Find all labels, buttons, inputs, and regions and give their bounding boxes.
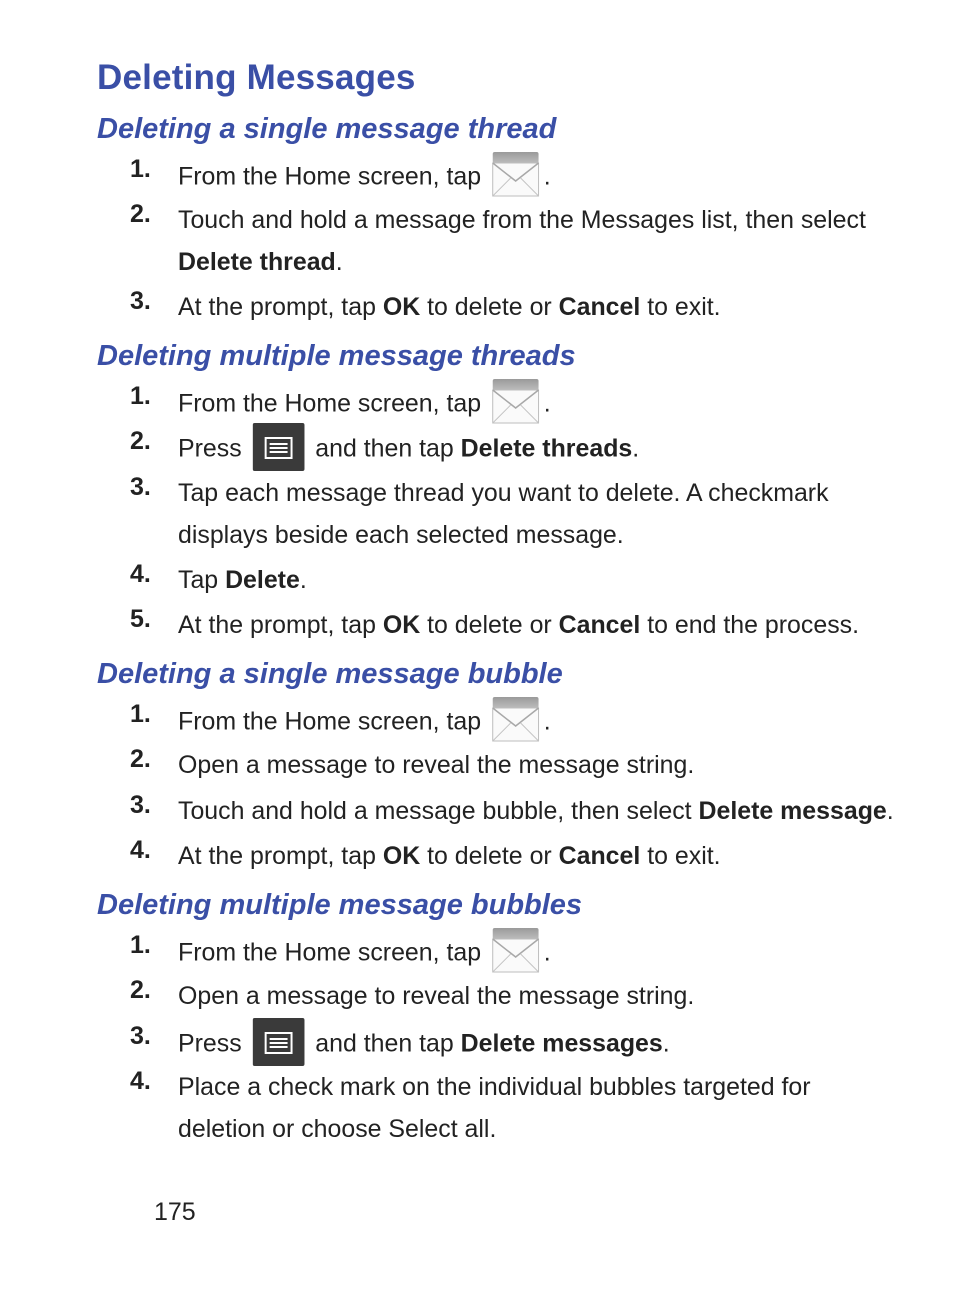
step-text: . [543, 162, 551, 191]
step-keyword: Cancel [558, 293, 641, 321]
step-number: 2. [130, 976, 151, 1004]
step-text: and then tap [315, 434, 454, 463]
step-number: 3. [130, 791, 151, 819]
step-text: to delete or [427, 842, 552, 870]
step-text: deletion or choose Select all. [178, 1115, 497, 1143]
step-text: to end the process. [647, 611, 860, 639]
step-number: 1. [130, 382, 151, 410]
step-text: At the prompt, tap [178, 611, 376, 639]
page-title: Deleting Messages [97, 58, 416, 97]
step-text: . [543, 938, 551, 967]
step-keyword: Delete message [698, 797, 887, 825]
step-keyword: OK [382, 293, 421, 321]
section-heading: Deleting a single message thread [97, 113, 557, 145]
envelope-icon[interactable] [492, 926, 540, 974]
step-keyword: Cancel [558, 842, 641, 870]
step-text: . [543, 707, 551, 736]
step-text: From the Home screen, tap [178, 707, 482, 736]
step-text: . [543, 389, 551, 418]
step-text: Touch and hold a message bubble, then select [178, 797, 692, 825]
step-text: displays beside each selected message. [178, 521, 624, 549]
step-text: . [335, 248, 343, 276]
step-text: Touch and hold a message from the Messages list, then select [178, 206, 866, 234]
step-number: 1. [130, 155, 151, 183]
step-keyword: Delete thread [178, 248, 336, 276]
step-text: From the Home screen, tap [178, 938, 482, 967]
step-text: Tap [178, 566, 219, 594]
step-keyword: Delete [225, 566, 300, 594]
step-number: 1. [130, 700, 151, 728]
step-text: to delete or [427, 293, 552, 321]
step-keyword: Delete messages [460, 1029, 663, 1058]
step-text: to exit. [647, 293, 721, 321]
step-keyword: Delete threads [460, 434, 633, 463]
step-number: 4. [130, 560, 151, 588]
step-text: Press [178, 434, 242, 463]
step-text: and then tap [315, 1029, 454, 1058]
section-heading: Deleting multiple message bubbles [97, 889, 583, 921]
menu-key-icon[interactable] [253, 423, 305, 471]
step-number: 3. [130, 1022, 151, 1050]
step-text: . [662, 1029, 670, 1058]
step-text: Place a check mark on the individual bubbles targeted for [178, 1073, 811, 1101]
step-text: Tap each message thread you want to delete. A checkmark [178, 479, 829, 507]
section-heading: Deleting multiple message threads [97, 340, 576, 372]
step-number: 2. [130, 200, 151, 228]
step-text: From the Home screen, tap [178, 389, 482, 418]
step-keyword: Cancel [558, 611, 641, 639]
step-keyword: OK [382, 611, 421, 639]
envelope-icon[interactable] [492, 377, 540, 425]
step-number: 2. [130, 427, 151, 455]
step-number: 5. [130, 605, 151, 633]
step-number: 1. [130, 931, 151, 959]
step-number: 2. [130, 745, 151, 773]
step-text: . [886, 797, 894, 825]
step-text: From the Home screen, tap [178, 162, 482, 191]
step-text: At the prompt, tap [178, 842, 376, 870]
step-text: Press [178, 1029, 242, 1058]
step-number: 4. [130, 1067, 151, 1095]
step-number: 3. [130, 473, 151, 501]
envelope-icon[interactable] [492, 150, 540, 198]
step-text: . [632, 434, 640, 463]
section-heading: Deleting a single message bubble [97, 658, 563, 690]
page-number: 175 [154, 1198, 196, 1226]
step-text: At the prompt, tap [178, 293, 376, 321]
step-number: 4. [130, 836, 151, 864]
menu-key-icon[interactable] [253, 1018, 305, 1066]
step-text: Open a message to reveal the message string. [178, 982, 695, 1010]
step-text: to exit. [647, 842, 721, 870]
step-text: to delete or [427, 611, 552, 639]
step-keyword: OK [382, 842, 421, 870]
envelope-icon[interactable] [492, 695, 540, 743]
step-text: . [299, 566, 307, 594]
step-text: Open a message to reveal the message string. [178, 751, 695, 779]
step-number: 3. [130, 287, 151, 315]
